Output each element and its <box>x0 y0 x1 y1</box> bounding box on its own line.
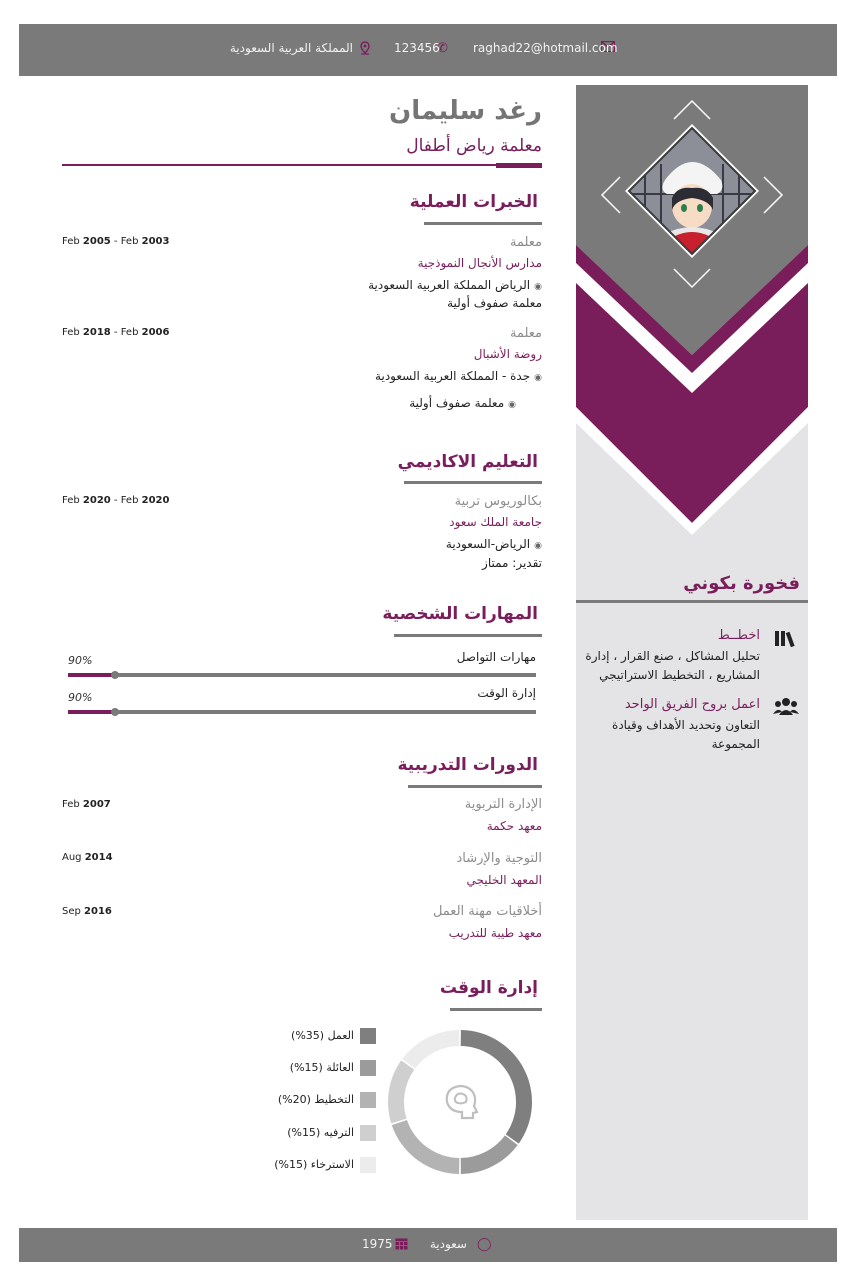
experience-org: روضة الأشبال <box>473 347 542 361</box>
globe-icon: ◯ <box>477 1237 492 1252</box>
skill-slider-knob <box>111 708 119 716</box>
skill-track <box>68 673 536 677</box>
bullet-icon: ◉ <box>508 400 516 410</box>
brain-head-icon <box>440 1082 480 1126</box>
experience-org: مدارس الأنجال النموذجية <box>417 256 542 270</box>
legend-swatch <box>360 1028 376 1044</box>
hobbies-title: فخورة بكوني <box>683 573 800 594</box>
course-org: معهد حكمة <box>486 819 542 833</box>
course-name: أخلاقيات مهنة العمل <box>432 904 542 919</box>
course-org: المعهد الخليجي <box>466 873 542 887</box>
location-pin-icon: ◉ <box>534 282 542 292</box>
job-title: معلمة رياض أطفال <box>406 136 542 156</box>
skill-percent: 90% <box>68 654 93 667</box>
hobbies-divider <box>576 600 808 603</box>
course-date: Aug 2014 <box>62 852 113 863</box>
experience-desc: معلمة صفوف أولية <box>447 296 542 310</box>
name-divider <box>62 164 542 166</box>
education-underline <box>404 481 542 484</box>
name-divider-accent <box>496 163 542 168</box>
location-text: المملكة العربية السعودية <box>229 41 353 55</box>
skill-fill <box>68 673 115 677</box>
sidebar <box>576 85 808 1220</box>
header-bar <box>19 24 837 76</box>
phone-text: 123456 <box>394 41 440 55</box>
legend-swatch <box>360 1125 376 1141</box>
location-icon <box>359 41 371 58</box>
course-name: الإدارة التربوية <box>464 797 542 812</box>
skill-name: إدارة الوقت <box>477 686 536 700</box>
education-school: جامعة الملك سعود <box>449 515 542 529</box>
legend-label: الترفيه (15%) <box>287 1126 354 1139</box>
nationality-text: سعودية <box>429 1237 467 1251</box>
time-management-underline <box>450 1008 542 1011</box>
skills-title: المهارات الشخصية <box>382 604 538 624</box>
skill-name: مهارات التواصل <box>456 650 536 664</box>
phone-icon: ✆ <box>437 41 448 56</box>
pie-slice <box>392 1120 459 1174</box>
hobby-desc: تحليل المشاكل ، صنع القرار ، إدارة المشاريع ، التخطيط الاستراتيجي <box>585 649 760 682</box>
experience-role: معلمة <box>509 235 542 250</box>
pie-slice <box>461 1135 518 1174</box>
education-date: Feb 2020 - Feb 2020 <box>62 495 170 506</box>
experience-location: ◉الرياض المملكة العربية السعودية <box>368 278 542 292</box>
email-text[interactable]: raghad22@hotmail.com <box>473 41 618 55</box>
skill-percent: 90% <box>68 691 93 704</box>
experience-location: ◉جدة - المملكة العربية السعودية <box>375 369 542 383</box>
pie-slice <box>402 1030 459 1069</box>
course-name: التوجية والإرشاد <box>456 851 542 866</box>
experience-date: Feb 2005 - Feb 2003 <box>62 236 170 247</box>
course-date: Sep 2016 <box>62 906 112 917</box>
hobby-desc: التعاون وتحديد الأهداف وقيادة المجموعة <box>612 718 760 751</box>
calendar-icon <box>395 1237 408 1253</box>
legend-label: التخطيط (20%) <box>277 1093 354 1106</box>
experience-date: Feb 2018 - Feb 2006 <box>62 327 170 338</box>
legend-label: الاسترخاء (15%) <box>274 1158 354 1171</box>
skill-fill <box>68 710 115 714</box>
course-org: معهد طيبة للتدريب <box>448 926 542 940</box>
experience-desc: ◉معلمة صفوف أولية <box>409 396 516 410</box>
skills-underline <box>394 634 542 637</box>
footer-bar <box>19 1228 837 1262</box>
courses-title: الدورات التدريبية <box>397 755 538 775</box>
team-icon <box>773 697 799 719</box>
birth-year-text: 1975 <box>362 1237 393 1251</box>
experience-role: معلمة <box>509 326 542 341</box>
experience-title: الخبرات العملية <box>409 192 538 212</box>
education-location: ◉الرياض-السعودية <box>445 537 542 551</box>
course-date: Feb 2007 <box>62 799 111 810</box>
experience-underline <box>424 222 542 225</box>
candidate-name: رغد سليمان <box>389 96 542 126</box>
legend-swatch <box>360 1157 376 1173</box>
location-pin-icon: ◉ <box>534 373 542 383</box>
hobby-title: اخطــط <box>717 628 760 643</box>
avatar <box>625 124 759 258</box>
legend-label: العمل (35%) <box>291 1029 354 1042</box>
legend-label: العائلة (15%) <box>289 1061 354 1074</box>
time-management-title: إدارة الوقت <box>439 978 538 998</box>
books-icon <box>774 629 798 651</box>
education-grade: تقدير: ممتاز <box>482 556 542 570</box>
skill-slider-knob <box>111 671 119 679</box>
skill-track <box>68 710 536 714</box>
education-degree: بكالوريوس تربية <box>454 494 542 509</box>
legend-swatch <box>360 1060 376 1076</box>
location-pin-icon: ◉ <box>534 541 542 551</box>
education-title: التعليم الاكاديمي <box>397 452 538 472</box>
courses-underline <box>408 785 542 788</box>
pie-slice <box>388 1060 414 1123</box>
hobby-title: اعمل بروح الفريق الواحد <box>624 697 760 712</box>
legend-swatch <box>360 1092 376 1108</box>
